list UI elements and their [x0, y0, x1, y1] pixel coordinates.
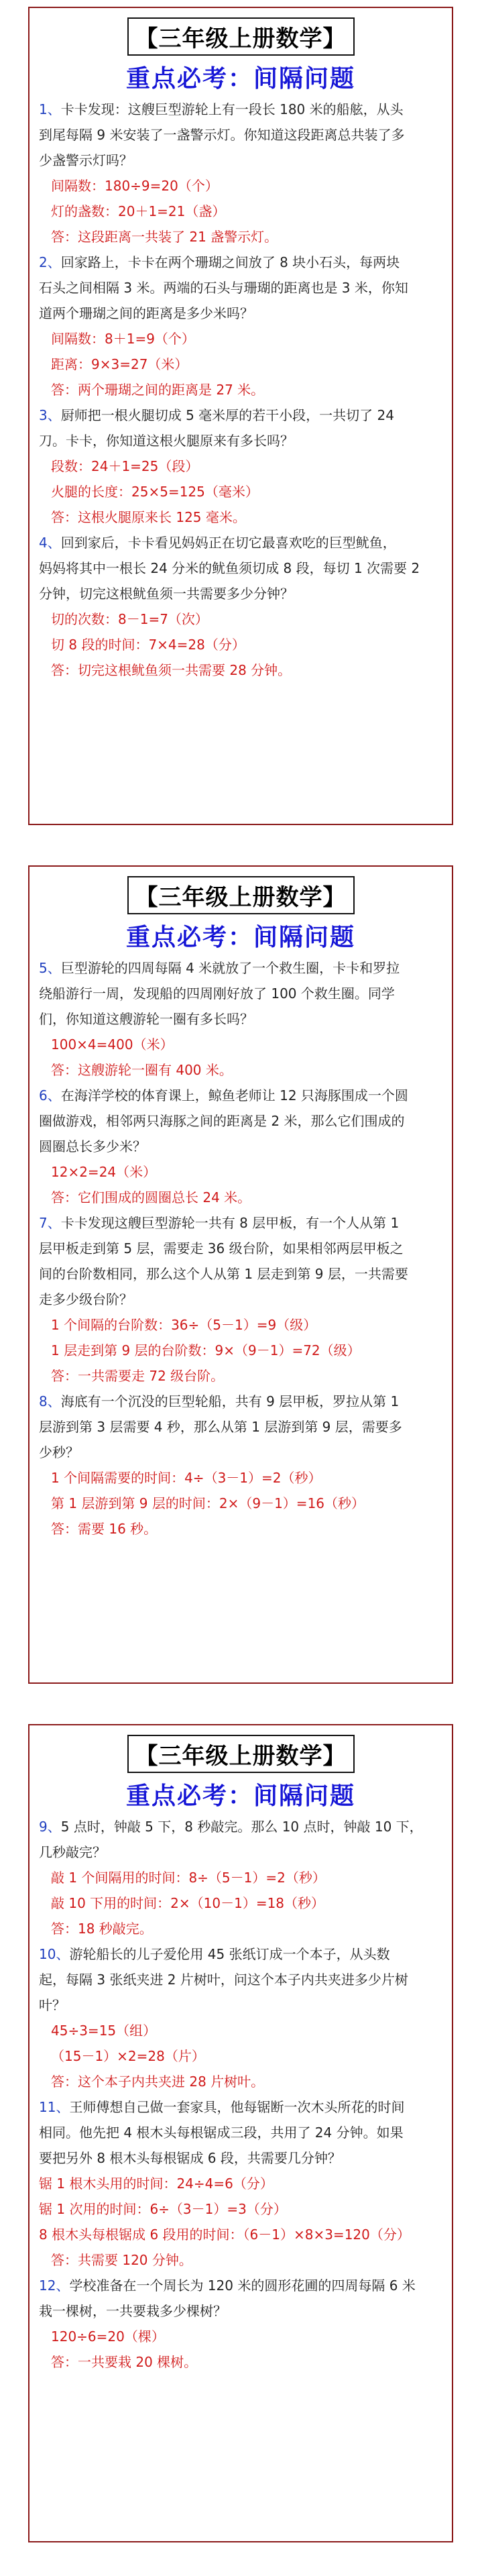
problem-number: 9、	[39, 1819, 61, 1835]
problem-text-line	[39, 1287, 442, 1312]
problem-text-line	[39, 250, 442, 275]
problem-text: 回到家后，卡卡看见妈妈正在切它最喜欢吃的巨型鱿鱼，	[60, 535, 396, 551]
problem-text-line	[39, 402, 442, 428]
problem-number: 8、	[39, 1393, 61, 1409]
answer-statement: 答：这根火腿原来长 125 毫米。	[51, 509, 246, 525]
solution-step: （15－1）×2=28（片）	[51, 2048, 205, 2064]
solution-step: 段数：24＋1=25（段）	[51, 458, 199, 474]
problem-text-line	[39, 1414, 442, 1440]
problem-text: 到尾每隔 9 米安装了一盏警示灯。你知道这段距离总共装了多	[39, 127, 405, 143]
problem-text: 石头之间相隔 3 米。两端的石头与珊瑚的距离也是 3 米，你知	[39, 280, 408, 296]
worksheet-card	[28, 865, 453, 1684]
card-subtitle: 重点必考：间隔问题	[125, 924, 355, 951]
problem-number: 1、	[39, 101, 61, 117]
problem-text: 层甲板走到第 5 层，需要走 36 级台阶，如果相邻两层甲板之	[39, 1240, 404, 1256]
answer-statement: 答：一共需要走 72 级台阶。	[51, 1368, 225, 1384]
problem-text: 分钟，切完这根鱿鱼须一共需要多少分钟？	[39, 586, 294, 602]
card-title: 【三年级上册数学】	[127, 1735, 355, 1773]
problem-text: 少秒？	[39, 1444, 79, 1460]
problem-text: 卡卡发现：这艘巨型游轮上有一段长 180 米的船舷，从头	[60, 101, 404, 117]
solution-step: 1 个间隔需要的时间：4÷（3－1）=2（秒）	[51, 1470, 322, 1486]
answer-statement: 答：一共要栽 20 棵树。	[51, 2354, 198, 2370]
card-body	[29, 1811, 452, 2375]
solution-step: 100×4=400（米）	[51, 1036, 174, 1053]
solution-step: 8 根木头每根锯成 6 段用的时间：（6－1）×8×3=120（分）	[39, 2226, 410, 2243]
solution-step: 1 层走到第 9 层的台阶数：9×（9－1）=72（级）	[51, 1342, 361, 1358]
solution-step: 距离：9×3=27（米）	[51, 356, 188, 372]
solution-step: 1 个间隔的台阶数：36÷（5－1）=9（级）	[51, 1317, 317, 1333]
problem-number: 7、	[39, 1215, 61, 1231]
problem-text: 栽一棵树，一共要栽多少棵树？	[39, 2303, 227, 2319]
problem-text: 在海洋学校的体育课上，鲸鱼老师让 12 只海豚围成一个圆	[60, 1087, 408, 1104]
problem-text: 厨师把一根火腿切成 5 毫米厚的若干小段，一共切了 24	[60, 407, 394, 423]
problem-text-line	[39, 1108, 442, 1134]
problem-text: 们，你知道这艘游轮一圈有多长吗？	[39, 1011, 253, 1027]
answer-statement: 答：这段距离一共装了 21 盏警示灯。	[51, 229, 278, 245]
card-header	[29, 17, 452, 94]
problem-text-line	[39, 97, 442, 122]
problem-number: 5、	[39, 960, 61, 976]
problem-text-line	[39, 2298, 442, 2324]
problem-text: 间的台阶数相同，那么这个人从第 1 层走到第 9 层，一共需要	[39, 1266, 408, 1282]
problem-text-line	[39, 122, 442, 148]
problem-text: 走多少级台阶？	[39, 1291, 133, 1307]
answer-statement: 答：两个珊瑚之间的距离是 27 米。	[51, 382, 265, 398]
solution-step: 灯的盏数：20＋1=21（盏）	[51, 203, 226, 219]
problem-text: 海底有一个沉没的巨型轮船，共有 9 层甲板，罗拉从第 1	[60, 1393, 400, 1409]
problem-number: 3、	[39, 407, 61, 423]
problem-text: 刀。卡卡，你知道这根火腿原来有多长吗？	[39, 433, 294, 449]
problem-text: 几秒敲完？	[39, 1844, 106, 1860]
problem-number: 6、	[39, 1087, 61, 1104]
problem-text-line	[39, 955, 442, 981]
problem-text-line	[39, 555, 442, 581]
problem-text: 巨型游轮的四周每隔 4 米就放了一个救生圈，卡卡和罗拉	[60, 960, 400, 976]
answer-statement: 答：需要 16 秒。	[51, 1521, 158, 1537]
answer-statement: 答：共需要 120 分钟。	[51, 2252, 192, 2268]
problem-number: 11、	[39, 2099, 70, 2115]
problem-text-line	[39, 1210, 442, 1236]
problem-text-line	[39, 530, 442, 555]
problem-text: 道两个珊瑚之间的距离是多少米吗？	[39, 305, 253, 321]
problem-text: 少盏警示灯吗？	[39, 152, 133, 168]
problem-text-line	[39, 1236, 442, 1261]
problem-number: 10、	[39, 1946, 70, 1962]
card-body	[29, 953, 452, 1542]
problem-text-line	[39, 1261, 442, 1287]
problem-text-line	[39, 301, 442, 326]
solution-step: 敲 1 个间隔用的时间：8÷（5－1）=2（秒）	[51, 1870, 326, 1886]
problem-text-line	[39, 1941, 442, 1967]
problem-text-line	[39, 148, 442, 173]
solution-step: 锯 1 次用的时间：6÷（3－1）=3（分）	[39, 2201, 287, 2217]
card-title: 【三年级上册数学】	[127, 876, 355, 914]
problem-text-line	[39, 1083, 442, 1108]
problem-text-line	[39, 2120, 442, 2145]
card-subtitle: 重点必考：间隔问题	[125, 65, 355, 93]
problem-text-line	[39, 2094, 442, 2120]
solution-step: 120÷6=20（棵）	[51, 2328, 165, 2345]
solution-step: 间隔数：8＋1=9（个）	[51, 331, 195, 347]
answer-statement: 答：这个本子内共夹进 28 片树叶。	[51, 2074, 265, 2090]
solution-step: 锯 1 根木头用的时间：24÷4=6（分）	[39, 2176, 274, 2192]
problem-text: 层游到第 3 层需要 4 秒，那么从第 1 层游到第 9 层，需要多	[39, 1419, 402, 1435]
problem-text-line	[39, 581, 442, 606]
problem-text: 回家路上，卡卡在两个珊瑚之间放了 8 块小石头，每两块	[60, 254, 400, 270]
problem-text: 圆圈总长多少米？	[39, 1138, 146, 1155]
problem-text-line	[39, 1389, 442, 1414]
solution-step: 间隔数：180÷9=20（个）	[51, 178, 219, 194]
problem-text-line	[39, 1440, 442, 1465]
problem-text-line	[39, 2145, 442, 2171]
problem-text: 5 点时，钟敲 5 下，8 秒敲完。那么 10 点时，钟敲 10 下，	[60, 1819, 423, 1835]
solution-step: 12×2=24（米）	[51, 1164, 157, 1180]
problem-text-line	[39, 1839, 442, 1865]
card-title: 【三年级上册数学】	[127, 17, 355, 56]
solution-step: 切的次数：8－1=7（次）	[51, 611, 208, 627]
solution-step: 第 1 层游到第 9 层的时间：2×（9－1）=16（秒）	[51, 1495, 365, 1511]
problem-text-line	[39, 1134, 442, 1159]
problem-number: 4、	[39, 535, 61, 551]
problem-text: 要把另外 8 根木头每根锯成 6 段，共需要几分钟？	[39, 2150, 341, 2166]
problem-text-line	[39, 428, 442, 453]
problem-text: 相同。他先把 4 根木头每根锯成三段，共用了 24 分钟。如果	[39, 2125, 404, 2141]
problem-text: 卡卡发现这艘巨型游轮一共有 8 层甲板，有一个人从第 1	[60, 1215, 400, 1231]
problem-text-line	[39, 275, 442, 301]
problem-text: 学校准备在一个周长为 120 米的圆形花圃的四周每隔 6 米	[69, 2277, 416, 2294]
answer-statement: 答：它们围成的圆圈总长 24 米。	[51, 1189, 251, 1205]
problem-text-line	[39, 981, 442, 1006]
problem-number: 12、	[39, 2277, 70, 2294]
card-body	[29, 94, 452, 683]
problem-number: 2、	[39, 254, 61, 270]
problem-text: 王师傅想自己做一套家具，他每锯断一次木头所花的时间	[69, 2099, 405, 2115]
card-header	[29, 876, 452, 953]
problem-text-line	[39, 2273, 442, 2298]
card-subtitle: 重点必考：间隔问题	[125, 1782, 355, 1810]
problem-text: 叶？	[39, 1997, 66, 2013]
answer-statement: 答：切完这根鱿鱼须一共需要 28 分钟。	[51, 662, 292, 678]
problem-text: 绕船游行一周，发现船的四周刚好放了 100 个救生圈。同学	[39, 985, 395, 1002]
problem-text-line	[39, 1992, 442, 2018]
solution-step: 45÷3=15（组）	[51, 2023, 157, 2039]
problem-text: 圈做游戏，相邻两只海豚之间的距离是 2 米，那么它们围成的	[39, 1113, 405, 1129]
problem-text-line	[39, 1006, 442, 1032]
problem-text-line	[39, 1814, 442, 1839]
solution-step: 敲 10 下用的时间：2×（10－1）=18（秒）	[51, 1895, 325, 1911]
solution-step: 火腿的长度：25×5=125（毫米）	[51, 484, 259, 500]
solution-step: 切 8 段的时间：7×4=28（分）	[51, 637, 245, 653]
answer-statement: 答：这艘游轮一圈有 400 米。	[51, 1062, 233, 1078]
worksheet-card	[28, 7, 453, 825]
worksheet-card	[28, 1724, 453, 2542]
problem-text: 妈妈将其中一根长 24 分米的鱿鱼须切成 8 段，每切 1 次需要 2	[39, 560, 420, 576]
problem-text: 游轮船长的儿子爱伦用 45 张纸订成一个本子，从头数	[69, 1946, 390, 1962]
problem-text-line	[39, 1967, 442, 1992]
problem-text: 起，每隔 3 张纸夹进 2 片树叶，问这个本子内共夹进多少片树	[39, 1972, 408, 1988]
answer-statement: 答：18 秒敲完。	[51, 1921, 153, 1937]
card-header	[29, 1735, 452, 1811]
